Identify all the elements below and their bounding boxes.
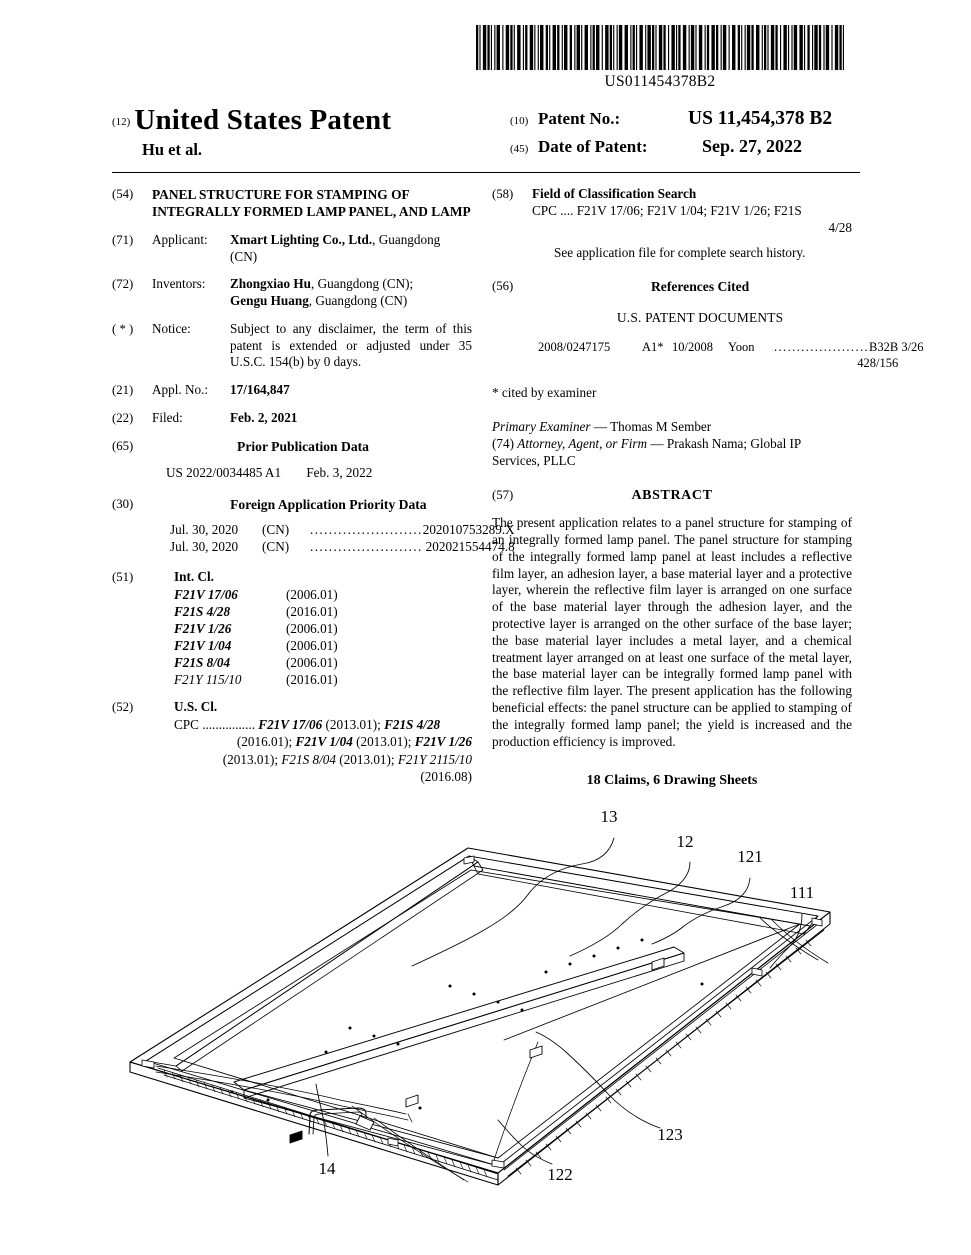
uscl-ver-1: (2013.01);	[322, 717, 385, 733]
uscl-body	[152, 699, 472, 784]
intcl-code: F21S 8/04	[174, 655, 231, 671]
field-prior-publication	[112, 438, 472, 482]
intcl-version: (2016.01)	[286, 603, 338, 619]
leader-122	[498, 1120, 552, 1164]
uscl-tag: (52)	[112, 700, 134, 715]
patent-figure	[112, 800, 860, 1220]
appl-body	[152, 382, 472, 399]
barcode-block	[476, 25, 844, 91]
prior-pub-date: Feb. 3, 2022	[306, 464, 373, 480]
primary-examiner-line	[492, 418, 852, 435]
inventor-1-rest: , Guangdong (CN);	[311, 276, 414, 292]
uscl-head: U.S. Cl.	[174, 699, 218, 715]
field-field-of-search	[492, 186, 852, 262]
appl-value: 17/164,847	[230, 382, 290, 398]
intcl-row	[174, 620, 472, 637]
date-tag: (45)	[510, 143, 529, 155]
abstract-tag: (57)	[492, 488, 514, 503]
uscl-code-4: F21V 1/26	[414, 734, 472, 750]
corner-clips	[142, 856, 822, 1168]
foreign-body	[152, 496, 515, 556]
reflector-wing-left	[146, 856, 478, 1066]
prior-pub-head: Prior Publication Data	[237, 438, 369, 454]
intcl-version: (2006.01)	[286, 638, 338, 654]
abstract-head-text: ABSTRACT	[631, 488, 713, 504]
uscl-code-3: F21V 1/04	[295, 734, 353, 750]
uscl-cpc-label: CPC	[174, 717, 199, 733]
uscl-code-2: F21S 4/28	[384, 717, 441, 733]
figure-label-14: 14	[318, 1159, 336, 1178]
inventor-2-rest: , Guangdong (CN)	[308, 293, 408, 309]
applicant-value	[230, 232, 472, 266]
refs-tag: (56)	[492, 279, 514, 294]
priority-country: (CN)	[262, 522, 290, 537]
field-filed	[112, 410, 472, 427]
uscl-ver-5: (2013.01);	[335, 751, 398, 767]
primary-examiner-dash: —	[590, 418, 611, 434]
inventors-value	[230, 276, 472, 310]
reference-classification: B32B 3/26	[869, 340, 924, 355]
reference-name: Yoon	[728, 340, 755, 355]
uscl-cpc-block	[174, 716, 472, 785]
header-left	[112, 104, 391, 137]
center-rail-side	[244, 953, 684, 1098]
curved-reflector-left	[156, 1066, 406, 1114]
focs-body	[532, 186, 852, 262]
applicant-name: Xmart Lighting Co., Ltd.	[230, 231, 373, 247]
intcl-row	[174, 586, 472, 603]
reference-date: 10/2008	[672, 340, 713, 355]
filed-tag: (22)	[112, 410, 134, 425]
intcl-tag: (51)	[112, 569, 134, 584]
prior-pub-number: US 2022/0034485 A1	[166, 464, 282, 480]
uscl-code-5: F21S 8/04	[281, 751, 336, 767]
patent-number-row	[510, 108, 862, 130]
inventors-tag: (72)	[112, 277, 134, 292]
priority-row	[170, 522, 515, 539]
figure-label-13: 13	[600, 807, 618, 826]
us-patent-documents-head: U.S. PATENT DOCUMENTS	[616, 310, 784, 326]
right-column	[492, 186, 924, 790]
inventors-body	[152, 276, 472, 310]
reflector-wing-left-inner	[176, 862, 483, 1071]
focs-dots: ....	[560, 202, 574, 218]
uscl-ver-3: (2013.01);	[352, 734, 415, 750]
field-references-cited	[492, 278, 924, 372]
refs-body	[532, 278, 924, 372]
header-authors: Hu et al.	[142, 140, 203, 159]
focs-cpc-label: CPC	[532, 202, 557, 218]
priority-row	[170, 539, 515, 556]
intcl-version: (2006.01)	[286, 620, 338, 636]
priority-country: (CN)	[262, 538, 290, 554]
curved-reflector-left-end	[408, 1114, 412, 1122]
reference-kind: A1*	[642, 340, 664, 355]
focs-line-1	[532, 203, 852, 220]
lamp-panel-drawing	[112, 800, 860, 1220]
reference-entry	[538, 340, 924, 372]
intcl-version: (2006.01)	[286, 586, 338, 602]
foreign-tag: (30)	[112, 496, 134, 511]
appl-tag: (21)	[112, 383, 134, 398]
applicant-label: Applicant:	[152, 231, 208, 247]
notice-body	[152, 321, 472, 371]
header-tag-12: (12)	[112, 116, 131, 128]
notice-tag: ( * )	[112, 321, 134, 336]
priority-date: Jul. 30, 2020	[170, 538, 239, 554]
field-notice	[112, 321, 472, 371]
uscl-dots: ................	[202, 717, 255, 733]
center-rail-diagonal-2	[244, 1098, 498, 1166]
date-label: Date of Patent:	[538, 137, 648, 156]
priority-dots: ........................	[310, 522, 423, 537]
intcl-version: (2016.01)	[286, 672, 338, 688]
panel-front-right-thickness	[498, 912, 830, 1185]
primary-examiner-label: Primary Examiner	[492, 418, 591, 434]
panel-outer-rim	[130, 848, 830, 1173]
patent-no-tag: (10)	[510, 115, 529, 127]
field-us-cl	[112, 699, 472, 784]
uscl-line-2	[174, 733, 472, 750]
claims-and-sheets: 18 Claims, 6 Drawing Sheets	[586, 773, 758, 789]
attorney-dash: —	[647, 436, 667, 451]
uscl-code-6: F21Y 2115/10	[397, 751, 472, 767]
field-inventors	[112, 276, 472, 310]
intcl-code: F21V 17/06	[174, 586, 238, 602]
uscl-line-3	[174, 751, 472, 768]
priority-date: Jul. 30, 2020	[170, 522, 239, 537]
leader-lines	[316, 838, 802, 1164]
intcl-row	[174, 654, 472, 671]
abstract-text: The present application relates to a panel structure for stamping of an integrally formed lamp panel. The panel structure for stamping of the integrally formed lamp panel at least includes a reflective film layer, an adhesion layer, a base material layer and a protective layer, wherein the reflective film layer is arranged on one surface of the base material layer through the adhesion layer, and the protective layer is arranged on the other surface of the base layer; the base material layer includes a metal layer, and a chemical treatment layer arranged on at least one surface of the metal layer, the base material layer can be integrally formed lamp panel with the reflective film layer. The present application has the following beneficial effects: the panel structure can be applied to stamping of the integrally formed lamp panel; the yield is increased and the production efficiency is improved.	[492, 515, 852, 749]
intcl-code: F21S 4/28	[174, 603, 231, 619]
mounting-brackets	[290, 958, 664, 1143]
intcl-row	[174, 603, 472, 620]
focs-tag: (58)	[492, 187, 514, 201]
patent-no-label: Patent No.:	[538, 109, 621, 128]
header-divider	[112, 172, 860, 173]
reference-dots: .....................	[774, 340, 870, 355]
intcl-row	[174, 637, 472, 654]
mounting-holes	[231, 939, 704, 1110]
filed-label: Filed:	[152, 409, 183, 425]
notice-label: Notice:	[152, 320, 191, 336]
intcl-code: F21V 1/04	[174, 638, 232, 654]
attorney-name: Prakash Nama; Global IP Services, PLLC	[492, 436, 801, 469]
intcl-code: F21Y 115/10	[174, 672, 242, 688]
inventors-label: Inventors:	[152, 276, 206, 292]
date-of-patent-row	[510, 136, 862, 157]
figure-label-121: 121	[737, 847, 763, 866]
reference-row	[538, 340, 924, 356]
title-tag: (54)	[112, 187, 134, 201]
leader-121	[652, 878, 750, 944]
date-value: Sep. 27, 2022	[702, 136, 803, 156]
priority-number: 202010753289.X	[422, 522, 515, 537]
attorney-label: Attorney, Agent, or Firm	[517, 436, 648, 451]
center-rail-top	[234, 947, 684, 1090]
prior-pub-tag: (65)	[112, 438, 134, 453]
uscl-line-4: (2016.08)	[420, 768, 472, 784]
attorney-line	[492, 435, 852, 469]
inventor-1-name: Zhongxiao Hu	[230, 276, 311, 292]
intcl-head: Int. Cl.	[174, 568, 214, 584]
notice-text: Subject to any disclaimer, the term of this patent is extended or adjusted under 35 U.S.C. 154(b) by 0 days.	[230, 320, 472, 370]
patent-no-value: US 11,454,378 B2	[688, 108, 833, 129]
refs-head: References Cited	[650, 279, 750, 295]
inventor-2-name: Gengu Huang	[230, 293, 309, 309]
priority-table	[170, 522, 515, 556]
prior-pub-body	[152, 438, 472, 482]
intcl-table	[174, 586, 472, 689]
prior-pub-row	[166, 465, 472, 482]
figure-label-122: 122	[547, 1165, 573, 1184]
patent-header	[112, 104, 860, 166]
primary-examiner-name: Thomas M Sember	[610, 418, 712, 434]
intcl-version: (2006.01)	[286, 655, 338, 671]
figure-label-123: 123	[657, 1125, 683, 1144]
field-title	[112, 186, 472, 221]
focs-see-line: See application file for complete search history.	[554, 245, 806, 261]
applicant-tag: (71)	[112, 232, 134, 247]
invention-title: PANEL STRUCTURE FOR STAMPING OF INTEGRALLY FORMED LAMP PANEL, AND LAMP	[152, 187, 471, 220]
curved-sweep-center-right	[494, 1042, 538, 1160]
attorney-tag: (74)	[492, 436, 514, 451]
focs-head: Field of Classification Search	[532, 186, 697, 201]
cable-connector	[356, 1116, 374, 1130]
uscl-ver-2: (2016.01);	[236, 734, 296, 750]
focs-codes: F21V 17/06; F21V 1/04; F21V 1/26; F21S	[576, 202, 802, 218]
priority-dots: ........................	[310, 538, 423, 554]
priority-number: 202021554474.8	[425, 538, 515, 554]
intcl-row	[174, 671, 472, 688]
intcl-code: F21V 1/26	[174, 620, 232, 636]
barcode-image	[476, 25, 844, 70]
figure-label-111: 111	[789, 883, 815, 902]
uscl-code-1: F21V 17/06	[258, 717, 323, 733]
header-right	[510, 108, 862, 163]
examiner-block	[492, 418, 852, 469]
page-title: United States Patent	[134, 104, 392, 136]
barcode-number: US011454378B2	[604, 73, 716, 90]
uscl-ver-4: (2013.01);	[222, 751, 282, 767]
applicant-body	[152, 232, 472, 266]
intcl-body	[152, 569, 472, 689]
applicant-line2: (CN)	[230, 248, 258, 264]
filed-body	[152, 410, 472, 427]
field-appl-no	[112, 382, 472, 399]
reflector-wing-right	[469, 856, 818, 926]
applicant-rest: , Guangdong	[372, 231, 441, 247]
field-foreign-priority	[112, 496, 515, 556]
leader-13	[412, 838, 614, 966]
abstract-header	[492, 487, 852, 505]
uscl-line-1	[174, 716, 472, 733]
reference-pubno: 2008/0247175	[538, 340, 611, 355]
appl-label: Appl. No.:	[152, 382, 209, 398]
panel-inner-bevel	[146, 856, 818, 1166]
reference-subclass: 428/156	[857, 356, 899, 371]
cited-by-examiner: * cited by examiner	[492, 385, 597, 401]
field-applicant	[112, 232, 472, 266]
field-int-cl	[112, 569, 472, 689]
foreign-head: Foreign Application Priority Data	[230, 496, 427, 512]
figure-label-12: 12	[676, 832, 694, 851]
focs-line-2: 4/28	[828, 219, 852, 235]
filed-value: Feb. 2, 2021	[230, 409, 298, 425]
